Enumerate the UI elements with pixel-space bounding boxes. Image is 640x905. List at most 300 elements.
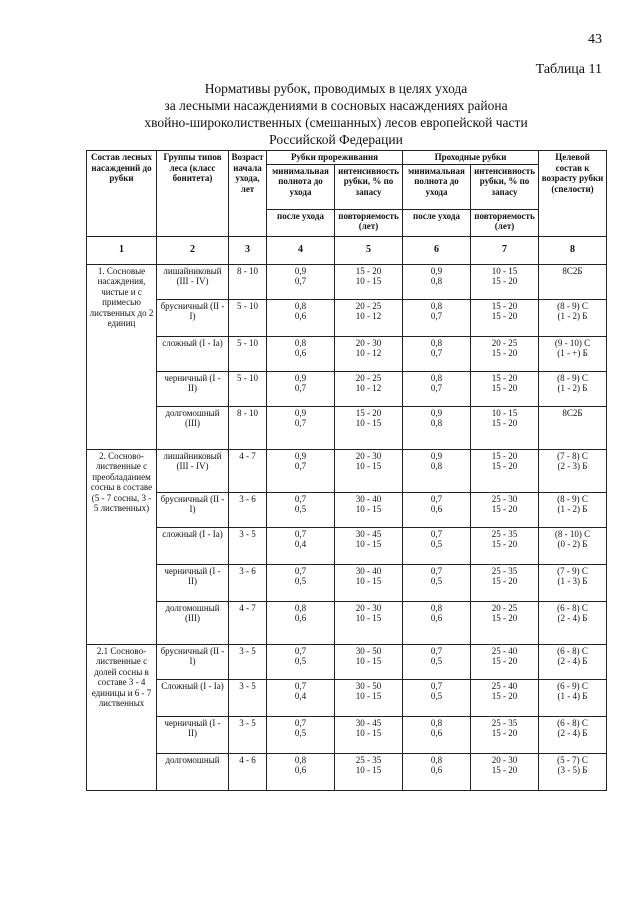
thinning-density-cell bbox=[267, 716, 335, 753]
target-composition-cell bbox=[539, 336, 607, 371]
thinning-intensity-cell bbox=[335, 753, 403, 790]
thinning-density-cell-value: 0,4 bbox=[294, 691, 307, 701]
forest-type-cell bbox=[157, 449, 229, 492]
start-age-cell-value: 3 - 5 bbox=[239, 528, 256, 539]
thinning-density-cell-value: 0,7 bbox=[294, 276, 307, 286]
thinning-density-cell-value: 0,4 bbox=[294, 539, 307, 549]
start-age-cell-value: 5 - 10 bbox=[237, 300, 258, 311]
table-row bbox=[87, 264, 607, 299]
start-age-cell-value: 5 - 10 bbox=[237, 337, 258, 348]
passage-density-cell-value: 0,8 bbox=[430, 602, 443, 613]
start-age-cell bbox=[229, 406, 267, 449]
target-composition-cell bbox=[539, 449, 607, 492]
thinning-intensity-cell bbox=[335, 716, 403, 753]
thinning-intensity-cell bbox=[335, 564, 403, 601]
start-age-cell bbox=[229, 336, 267, 371]
thinning-intensity-cell-value: 10 - 15 bbox=[355, 656, 382, 666]
title-line: Российской Федерации bbox=[269, 132, 403, 147]
thinning-density-cell bbox=[267, 527, 335, 564]
passage-density-cell bbox=[403, 264, 471, 299]
target-composition-cell-value: (8 - 9) С bbox=[557, 300, 588, 311]
thinning-intensity-cell bbox=[335, 601, 403, 644]
target-composition-cell bbox=[539, 299, 607, 336]
title-line: хвойно-широколиственных (смешанных) лесов европейской части bbox=[144, 115, 528, 130]
forest-type-cell-value: Сложный (I - Ia) bbox=[161, 680, 224, 691]
thinning-density-cell-value: 0,7 bbox=[294, 493, 307, 504]
thinning-intensity-cell-value: 10 - 15 bbox=[355, 613, 382, 623]
group-label: 2.1 Сосново-лиственные с долей сосны в составе 3 - 4 единицы и 6 - 7 лиственных bbox=[87, 644, 157, 790]
passage-intensity-cell-value: 10 - 15 bbox=[491, 265, 518, 276]
passage-intensity-cell bbox=[471, 679, 539, 716]
thinning-intensity-cell-value: 20 - 30 bbox=[355, 337, 382, 348]
target-composition-cell-value: (9 - 10) С bbox=[554, 337, 591, 348]
thinning-intensity-cell-value: 30 - 45 bbox=[355, 717, 382, 728]
passage-intensity-cell-value: 25 - 40 bbox=[491, 680, 518, 691]
passage-intensity-cell bbox=[471, 264, 539, 299]
header-intensity: интенсивность рубки, % по запасу bbox=[335, 164, 403, 209]
table-row bbox=[87, 753, 607, 790]
target-composition-cell-value: (8 - 9) С bbox=[557, 493, 588, 504]
start-age-cell-value: 3 - 5 bbox=[239, 645, 256, 656]
thinning-density-cell-value: 0,7 bbox=[294, 383, 307, 393]
target-composition-cell bbox=[539, 601, 607, 644]
thinning-intensity-cell-value: 20 - 30 bbox=[355, 602, 382, 613]
forest-type-cell bbox=[157, 492, 229, 527]
start-age-cell bbox=[229, 264, 267, 299]
passage-density-cell-value: 0,7 bbox=[430, 348, 443, 358]
start-age-cell-value: 5 - 10 bbox=[237, 372, 258, 383]
passage-density-cell bbox=[403, 716, 471, 753]
passage-intensity-cell bbox=[471, 716, 539, 753]
column-number: 6 bbox=[403, 236, 471, 264]
thinning-intensity-cell-value: 30 - 40 bbox=[355, 565, 382, 576]
thinning-density-cell bbox=[267, 644, 335, 679]
target-composition-cell bbox=[539, 371, 607, 406]
target-composition-cell bbox=[539, 753, 607, 790]
passage-intensity-cell bbox=[471, 299, 539, 336]
passage-intensity-cell-value: 15 - 20 bbox=[491, 613, 518, 623]
passage-intensity-cell-value: 15 - 20 bbox=[491, 383, 518, 393]
passage-density-cell-value: 0,7 bbox=[430, 528, 443, 539]
target-composition-cell-value: (2 - 4) Б bbox=[557, 613, 588, 623]
passage-intensity-cell-value: 15 - 20 bbox=[491, 728, 518, 738]
forest-type-cell bbox=[157, 264, 229, 299]
passage-density-cell-value: 0,9 bbox=[430, 265, 443, 276]
passage-density-cell-value: 0,8 bbox=[430, 461, 443, 471]
passage-density-cell-value: 0,5 bbox=[430, 656, 443, 666]
thinning-intensity-cell-value: 10 - 12 bbox=[355, 348, 382, 358]
passage-intensity-cell-value: 10 - 15 bbox=[491, 407, 518, 418]
thinning-density-cell-value: 0,5 bbox=[294, 504, 307, 514]
forest-type-cell-value: лишайниковый (III - IV) bbox=[163, 450, 222, 471]
thinning-intensity-cell bbox=[335, 527, 403, 564]
thinning-intensity-cell-value: 10 - 15 bbox=[355, 418, 382, 428]
passage-density-cell-value: 0,7 bbox=[430, 311, 443, 321]
forest-type-cell bbox=[157, 371, 229, 406]
passage-density-cell-value: 0,8 bbox=[430, 754, 443, 765]
start-age-cell-value: 8 - 10 bbox=[237, 265, 258, 276]
header-target-composition: Целевой состав к возрасту рубки (спелости) bbox=[539, 151, 607, 237]
forest-type-cell-value: брусничный (II - I) bbox=[160, 493, 225, 514]
thinning-density-cell bbox=[267, 753, 335, 790]
target-composition-cell-value: (6 - 8) С bbox=[557, 602, 588, 613]
thinning-density-cell bbox=[267, 679, 335, 716]
thinning-density-cell bbox=[267, 299, 335, 336]
thinning-intensity-cell-value: 10 - 15 bbox=[355, 765, 382, 775]
passage-intensity-cell-value: 25 - 35 bbox=[491, 528, 518, 539]
target-composition-cell-value: (2 - 3) Б bbox=[557, 461, 588, 471]
passage-density-cell-value: 0,7 bbox=[430, 565, 443, 576]
column-number: 5 bbox=[335, 236, 403, 264]
passage-intensity-cell bbox=[471, 449, 539, 492]
target-composition-cell-value: (5 - 7) С bbox=[557, 754, 588, 765]
thinning-density-cell-value: 0,6 bbox=[294, 765, 307, 775]
passage-intensity-cell-value: 15 - 20 bbox=[491, 450, 518, 461]
target-composition-cell-value: (2 - 4) Б bbox=[557, 728, 588, 738]
start-age-cell bbox=[229, 679, 267, 716]
table-row bbox=[87, 299, 607, 336]
thinning-intensity-cell-value: 30 - 45 bbox=[355, 528, 382, 539]
thinning-intensity-cell-value: 10 - 15 bbox=[355, 576, 382, 586]
start-age-cell bbox=[229, 601, 267, 644]
forest-type-cell bbox=[157, 406, 229, 449]
table-row bbox=[87, 679, 607, 716]
target-composition-cell-value: (1 - 2) Б bbox=[557, 504, 588, 514]
passage-density-cell-value: 0,5 bbox=[430, 576, 443, 586]
start-age-cell-value: 3 - 6 bbox=[239, 493, 256, 504]
passage-density-cell-value: 0,8 bbox=[430, 418, 443, 428]
thinning-intensity-cell-value: 10 - 15 bbox=[355, 461, 382, 471]
forest-type-cell bbox=[157, 601, 229, 644]
passage-density-cell bbox=[403, 679, 471, 716]
passage-density-cell-value: 0,6 bbox=[430, 613, 443, 623]
passage-intensity-cell-value: 15 - 20 bbox=[491, 348, 518, 358]
passage-density-cell bbox=[403, 449, 471, 492]
target-composition-cell-value: (1 - 2) Б bbox=[557, 383, 588, 393]
passage-density-cell bbox=[403, 336, 471, 371]
header-repeat: повторяемость (лет) bbox=[471, 209, 539, 236]
thinning-intensity-cell bbox=[335, 371, 403, 406]
start-age-cell bbox=[229, 492, 267, 527]
passage-intensity-cell-value: 15 - 20 bbox=[491, 311, 518, 321]
passage-density-cell bbox=[403, 371, 471, 406]
passage-intensity-cell bbox=[471, 564, 539, 601]
table-row bbox=[87, 336, 607, 371]
forest-type-cell bbox=[157, 527, 229, 564]
start-age-cell bbox=[229, 564, 267, 601]
forest-type-cell-value: сложный (I - Ia) bbox=[162, 528, 223, 539]
table-label: Таблица 11 bbox=[535, 62, 602, 77]
column-number: 7 bbox=[471, 236, 539, 264]
thinning-intensity-cell-value: 30 - 40 bbox=[355, 493, 382, 504]
start-age-cell-value: 3 - 5 bbox=[239, 717, 256, 728]
thinning-density-cell bbox=[267, 449, 335, 492]
thinning-density-cell-value: 0,9 bbox=[294, 372, 307, 383]
target-composition-cell bbox=[539, 716, 607, 753]
header-after-care: после ухода bbox=[403, 209, 471, 236]
passage-density-cell-value: 0,8 bbox=[430, 276, 443, 286]
target-composition-cell-value: (6 - 8) С bbox=[557, 717, 588, 728]
passage-intensity-cell bbox=[471, 644, 539, 679]
forest-type-cell-value: сложный (I - Ia) bbox=[162, 337, 223, 348]
start-age-cell-value: 4 - 6 bbox=[239, 754, 256, 765]
target-composition-cell-value: (1 - 3) Б bbox=[557, 576, 588, 586]
target-composition-cell-value: (8 - 9) С bbox=[557, 372, 588, 383]
header-passage-cutting: Проходные рубки bbox=[403, 151, 539, 165]
passage-intensity-cell-value: 15 - 20 bbox=[491, 504, 518, 514]
target-composition-cell-value: (2 - 4) Б bbox=[557, 656, 588, 666]
thinning-intensity-cell bbox=[335, 492, 403, 527]
thinning-intensity-cell-value: 30 - 50 bbox=[355, 680, 382, 691]
table-row bbox=[87, 644, 607, 679]
thinning-density-cell-value: 0,6 bbox=[294, 613, 307, 623]
target-composition-cell bbox=[539, 527, 607, 564]
passage-density-cell-value: 0,9 bbox=[430, 407, 443, 418]
thinning-density-cell-value: 0,8 bbox=[294, 754, 307, 765]
header-after-care: после ухода bbox=[267, 209, 335, 236]
start-age-cell bbox=[229, 644, 267, 679]
passage-intensity-cell-value: 25 - 35 bbox=[491, 717, 518, 728]
thinning-intensity-cell-value: 10 - 15 bbox=[355, 276, 382, 286]
target-composition-cell bbox=[539, 492, 607, 527]
passage-density-cell-value: 0,7 bbox=[430, 383, 443, 393]
thinning-density-cell-value: 0,7 bbox=[294, 528, 307, 539]
thinning-intensity-cell-value: 10 - 12 bbox=[355, 311, 382, 321]
thinning-density-cell bbox=[267, 406, 335, 449]
passage-intensity-cell bbox=[471, 336, 539, 371]
passage-density-cell-value: 0,6 bbox=[430, 504, 443, 514]
forest-type-cell bbox=[157, 753, 229, 790]
passage-intensity-cell-value: 25 - 35 bbox=[491, 565, 518, 576]
thinning-density-cell-value: 0,5 bbox=[294, 656, 307, 666]
forest-type-cell bbox=[157, 299, 229, 336]
header-repeat: повторяемость (лет) bbox=[335, 209, 403, 236]
column-number: 8 bbox=[539, 236, 607, 264]
passage-density-cell-value: 0,8 bbox=[430, 337, 443, 348]
column-number: 2 bbox=[157, 236, 229, 264]
header-start-age: Возраст начала ухода, лет bbox=[229, 151, 267, 237]
forest-type-cell bbox=[157, 716, 229, 753]
target-composition-cell bbox=[539, 264, 607, 299]
forest-type-cell bbox=[157, 564, 229, 601]
thinning-density-cell bbox=[267, 336, 335, 371]
passage-intensity-cell-value: 15 - 20 bbox=[491, 300, 518, 311]
thinning-density-cell bbox=[267, 492, 335, 527]
thinning-density-cell bbox=[267, 601, 335, 644]
target-composition-cell bbox=[539, 564, 607, 601]
table-row bbox=[87, 527, 607, 564]
target-composition-cell-value: 8С2Б bbox=[562, 407, 583, 418]
thinning-density-cell-value: 0,7 bbox=[294, 645, 307, 656]
passage-density-cell-value: 0,7 bbox=[430, 680, 443, 691]
forest-type-cell-value: черничный (I - II) bbox=[164, 717, 221, 738]
passage-density-cell bbox=[403, 753, 471, 790]
passage-intensity-cell-value: 15 - 20 bbox=[491, 372, 518, 383]
passage-density-cell-value: 0,6 bbox=[430, 728, 443, 738]
thinning-density-cell-value: 0,8 bbox=[294, 602, 307, 613]
group-label: 2. Сосново-лиственные с преобладанием сосны в составе (5 - 7 сосны, 3 - 5 лиственных) bbox=[87, 449, 157, 644]
target-composition-cell-value: (3 - 5) Б bbox=[557, 765, 588, 775]
header-min-density: минимальная полнота до ухода bbox=[403, 164, 471, 209]
start-age-cell-value: 3 - 6 bbox=[239, 565, 256, 576]
start-age-cell bbox=[229, 753, 267, 790]
thinning-intensity-cell-value: 10 - 12 bbox=[355, 383, 382, 393]
passage-density-cell-value: 0,8 bbox=[430, 717, 443, 728]
target-composition-cell-value: (7 - 9) С bbox=[557, 565, 588, 576]
thinning-intensity-cell-value: 20 - 30 bbox=[355, 450, 382, 461]
passage-density-cell-value: 0,7 bbox=[430, 493, 443, 504]
passage-density-cell bbox=[403, 644, 471, 679]
passage-density-cell-value: 0,8 bbox=[430, 372, 443, 383]
page-number: 43 bbox=[588, 32, 602, 47]
forest-type-cell-value: долгомошный (III) bbox=[165, 407, 220, 428]
passage-intensity-cell bbox=[471, 492, 539, 527]
thinning-intensity-cell-value: 15 - 20 bbox=[355, 407, 382, 418]
thinning-density-cell-value: 0,7 bbox=[294, 680, 307, 691]
target-composition-cell bbox=[539, 679, 607, 716]
thinning-intensity-cell-value: 10 - 15 bbox=[355, 504, 382, 514]
start-age-cell bbox=[229, 716, 267, 753]
target-composition-cell-value: (1 - 4) Б bbox=[557, 691, 588, 701]
forest-type-cell-value: лишайниковый (III - IV) bbox=[163, 265, 222, 286]
thinning-intensity-cell-value: 25 - 35 bbox=[355, 754, 382, 765]
passage-density-cell bbox=[403, 601, 471, 644]
thinning-intensity-cell bbox=[335, 299, 403, 336]
thinning-density-cell-value: 0,8 bbox=[294, 300, 307, 311]
forest-type-cell-value: брусничный (II - I) bbox=[160, 645, 225, 666]
thinning-intensity-cell bbox=[335, 406, 403, 449]
forest-type-cell-value: долгомошный bbox=[165, 754, 220, 765]
thinning-intensity-cell bbox=[335, 679, 403, 716]
start-age-cell-value: 3 - 5 bbox=[239, 680, 256, 691]
table-title bbox=[60, 80, 612, 148]
thinning-intensity-cell bbox=[335, 644, 403, 679]
table-row bbox=[87, 449, 607, 492]
passage-density-cell bbox=[403, 564, 471, 601]
passage-intensity-cell-value: 25 - 40 bbox=[491, 645, 518, 656]
passage-intensity-cell-value: 15 - 20 bbox=[491, 461, 518, 471]
thinning-intensity-cell-value: 20 - 25 bbox=[355, 372, 382, 383]
thinning-density-cell-value: 0,9 bbox=[294, 450, 307, 461]
column-number-row bbox=[87, 236, 607, 264]
thinning-intensity-cell bbox=[335, 449, 403, 492]
thinning-intensity-cell bbox=[335, 264, 403, 299]
passage-density-cell bbox=[403, 406, 471, 449]
target-composition-cell bbox=[539, 644, 607, 679]
thinning-intensity-cell bbox=[335, 336, 403, 371]
passage-intensity-cell bbox=[471, 753, 539, 790]
start-age-cell bbox=[229, 371, 267, 406]
start-age-cell-value: 4 - 7 bbox=[239, 450, 256, 461]
title-line: за лесными насаждениями в сосновых насаждениях района bbox=[164, 98, 508, 113]
passage-intensity-cell-value: 15 - 20 bbox=[491, 691, 518, 701]
thinning-intensity-cell-value: 15 - 20 bbox=[355, 265, 382, 276]
title-line: Нормативы рубок, проводимых в целях ухода bbox=[204, 81, 468, 96]
passage-intensity-cell bbox=[471, 601, 539, 644]
thinning-density-cell bbox=[267, 564, 335, 601]
table-row bbox=[87, 601, 607, 644]
thinning-density-cell-value: 0,5 bbox=[294, 728, 307, 738]
header-thinning: Рубки прореживания bbox=[267, 151, 403, 165]
forest-type-cell bbox=[157, 644, 229, 679]
header-min-density: минимальная полнота до ухода bbox=[267, 164, 335, 209]
target-composition-cell-value: (6 - 8) С bbox=[557, 645, 588, 656]
thinning-density-cell-value: 0,6 bbox=[294, 311, 307, 321]
column-number: 3 bbox=[229, 236, 267, 264]
thinning-density-cell-value: 0,8 bbox=[294, 337, 307, 348]
group-label: 1. Сосновые насаждения, чистые и с примесью лиственных до 2 единиц bbox=[87, 264, 157, 449]
thinning-intensity-cell-value: 10 - 15 bbox=[355, 728, 382, 738]
table-row bbox=[87, 492, 607, 527]
passage-density-cell-value: 0,5 bbox=[430, 691, 443, 701]
target-composition-cell-value: (8 - 10) С bbox=[554, 528, 591, 539]
forest-type-cell-value: черничный (I - II) bbox=[164, 372, 221, 393]
passage-intensity-cell-value: 20 - 25 bbox=[491, 602, 518, 613]
thinning-density-cell-value: 0,9 bbox=[294, 265, 307, 276]
passage-intensity-cell-value: 15 - 20 bbox=[491, 576, 518, 586]
thinning-density-cell-value: 0,9 bbox=[294, 407, 307, 418]
passage-intensity-cell-value: 15 - 20 bbox=[491, 656, 518, 666]
start-age-cell-value: 8 - 10 bbox=[237, 407, 258, 418]
column-number: 1 bbox=[87, 236, 157, 264]
start-age-cell bbox=[229, 299, 267, 336]
passage-density-cell-value: 0,5 bbox=[430, 539, 443, 549]
target-composition-cell-value: (0 - 2) Б bbox=[557, 539, 588, 549]
passage-intensity-cell-value: 15 - 20 bbox=[491, 765, 518, 775]
target-composition-cell bbox=[539, 406, 607, 449]
norms-table bbox=[86, 150, 607, 791]
forest-type-cell-value: брусничный (II - I) bbox=[160, 300, 225, 321]
thinning-intensity-cell-value: 20 - 25 bbox=[355, 300, 382, 311]
forest-type-cell-value: долгомошный (III) bbox=[165, 602, 220, 623]
passage-density-cell bbox=[403, 492, 471, 527]
header-composition: Состав лесных насаждений до рубки bbox=[87, 151, 157, 237]
passage-intensity-cell bbox=[471, 527, 539, 564]
passage-intensity-cell bbox=[471, 406, 539, 449]
thinning-density-cell-value: 0,7 bbox=[294, 717, 307, 728]
thinning-intensity-cell-value: 10 - 15 bbox=[355, 539, 382, 549]
passage-intensity-cell-value: 15 - 20 bbox=[491, 276, 518, 286]
thinning-density-cell-value: 0,7 bbox=[294, 461, 307, 471]
thinning-density-cell-value: 0,7 bbox=[294, 418, 307, 428]
forest-type-cell-value: черничный (I - II) bbox=[164, 565, 221, 586]
passage-intensity-cell-value: 20 - 25 bbox=[491, 337, 518, 348]
thinning-density-cell-value: 0,5 bbox=[294, 576, 307, 586]
target-composition-cell-value: 8С2Б bbox=[562, 265, 583, 276]
thinning-intensity-cell-value: 10 - 15 bbox=[355, 691, 382, 701]
passage-density-cell-value: 0,9 bbox=[430, 450, 443, 461]
target-composition-cell-value: (1 - 2) Б bbox=[557, 311, 588, 321]
passage-density-cell bbox=[403, 299, 471, 336]
table-row bbox=[87, 564, 607, 601]
header-intensity: интенсивность рубки, % по запасу bbox=[471, 164, 539, 209]
passage-intensity-cell bbox=[471, 371, 539, 406]
forest-type-cell bbox=[157, 679, 229, 716]
column-number: 4 bbox=[267, 236, 335, 264]
table-row bbox=[87, 371, 607, 406]
target-composition-cell-value: (1 - +) Б bbox=[557, 348, 588, 358]
table-row bbox=[87, 406, 607, 449]
thinning-density-cell-value: 0,6 bbox=[294, 348, 307, 358]
header-forest-type: Группы типов леса (класс бонитета) bbox=[157, 151, 229, 237]
forest-type-cell bbox=[157, 336, 229, 371]
table-row bbox=[87, 716, 607, 753]
passage-intensity-cell-value: 25 - 30 bbox=[491, 493, 518, 504]
start-age-cell bbox=[229, 449, 267, 492]
thinning-intensity-cell-value: 30 - 50 bbox=[355, 645, 382, 656]
thinning-density-cell bbox=[267, 371, 335, 406]
passage-density-cell-value: 0,8 bbox=[430, 300, 443, 311]
